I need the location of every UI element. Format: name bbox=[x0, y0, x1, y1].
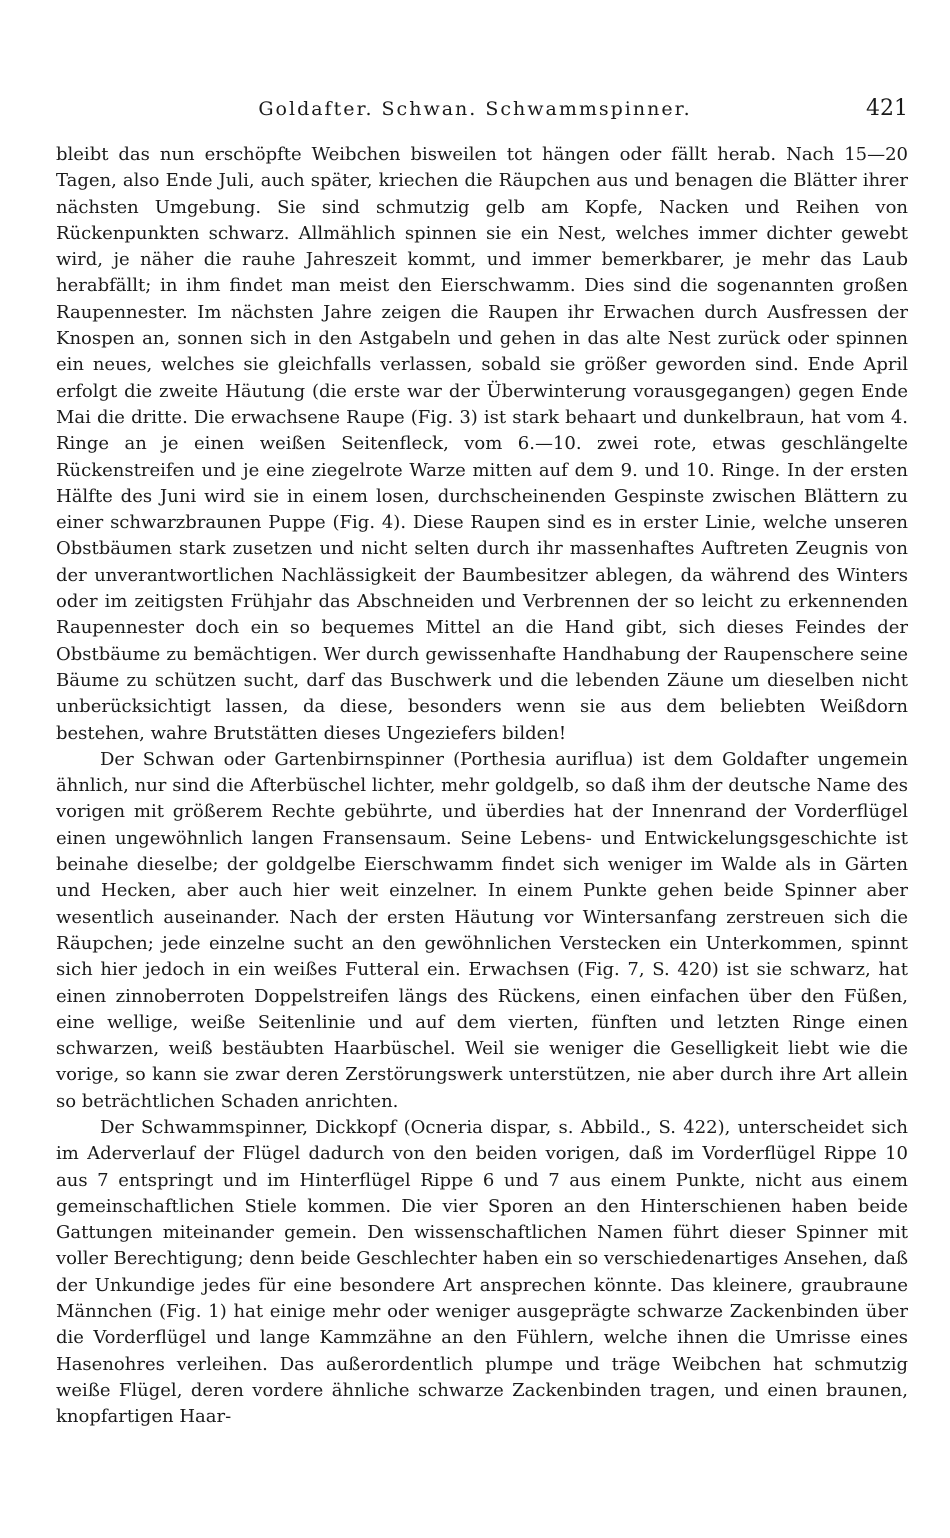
running-head bbox=[0, 92, 950, 126]
running-title: Goldafter. Schwan. Schwammspinner. bbox=[258, 98, 692, 120]
page-number: 421 bbox=[866, 96, 908, 121]
paragraph-goldafter-continued: bleibt das nun erschöpfte Weibchen bisweilen tot hängen oder fällt herab. Nach 15—20 Tagen, also Ende Juli, auch später, kriechen die Räupchen aus und benagen die Blätter ihrer nächsten Umgebung. Sie sind schmutzig gelb am Kopfe, Nacken und Reihen von Rückenpunkten schwarz. Allmählich spinnen sie ein Nest, welches immer dichter gewebt wird, je näher die rauhe Jahreszeit kommt, und immer bemerkbarer, je mehr das Laub herabfällt; in ihm findet man meist den Eierschwamm. Dies sind die sogenannten großen Raupennester. Im nächsten Jahre zeigen die Raupen ihr Erwachen durch Ausfressen der Knospen an, sonnen sich in den Astgabeln und gehen in das alte Nest zurück oder spinnen ein neues, welches sie gleichfalls verlassen, sobald sie größer geworden sind. Ende April erfolgt die zweite Häutung (die erste war der Überwinterung vorausgegangen) gegen Ende Mai die dritte. Die erwachsene Raupe (Fig. 3) ist stark behaart und dunkelbraun, hat vom 4. Ringe an je einen weißen Seitenfleck, vom 6.—10. zwei rote, etwas geschlängelte Rückenstreifen und je eine ziegelrote Warze mitten auf dem 9. und 10. Ringe. In der ersten Hälfte des Juni wird sie in einem losen, durchscheinenden Gespinste zwischen Blättern zu einer schwarzbraunen Puppe (Fig. 4). Diese Raupen sind es in erster Linie, welche unseren Obstbäumen stark zusetzen und nicht selten durch ihr massenhaftes Auftreten Zeugnis von der unverantwortlichen Nachlässigkeit der Baumbesitzer ablegen, da während des Winters oder im zeitigsten Frühjahr das Abschneiden und Verbrennen der so leicht zu erkennenden Raupennester doch ein so bequemes Mittel an die Hand gibt, sich dieses Feindes der Obstbäume zu bemächtigen. Wer durch gewissenhafte Handhabung der Raupenschere seine Bäume zu schützen sucht, darf das Buschwerk und die lebenden Zäune um dieselben nicht unberücksichtigt lassen, da diese, besonders wenn sie aus dem beliebten Weißdorn bestehen, wahre Brutstätten dieses Ungeziefers bilden! bbox=[56, 144, 908, 744]
paragraph-schwammspinner: Der Schwammspinner, Dickkopf (Ocneria dispar, s. Abbild., S. 422), unterscheidet sich im Aderverlauf der Flügel dadurch von den beiden vorigen, daß im Vorderflügel Rippe 10 aus 7 entspringt und im Hinterflügel Rippe 6 und 7 aus einem Punkte, nicht aus einem gemeinschaftlichen Stiele kommen. Die vier Sporen an den Hinterschienen haben beide Gattungen miteinander gemein. Den wissenschaftlichen Namen führt dieser Spinner mit voller Berechtigung; denn beide Geschlechter haben ein so verschiedenartiges Ansehen, daß der Unkundige jedes für eine besondere Art ansprechen könnte. Das kleinere, graubraune Männchen (Fig. 1) hat einige mehr oder weniger ausgeprägte schwarze Zackenbinden über die Vorderflügel und lange Kammzähne an den Fühlern, welche ihnen die Umrisse eines Hasenohres verleihen. Das außerordentlich plumpe und träge Weibchen hat schmutzig weiße Flügel, deren vordere ähnliche schwarze Zackenbinden tragen, und einen braunen, knopfartigen Haar- bbox=[56, 1116, 908, 1428]
paragraph-schwan: Der Schwan oder Gartenbirnspinner (Porthesia auriflua) ist dem Goldafter ungemein ähnlich, nur sind die Afterbüschel lichter, mehr goldgelb, so daß ihm der deutsche Name des vorigen mit größerem Rechte gebührte, und überdies hat der Innenrand der Vorderflügel einen ungewöhnlich langen Fransensaum. Seine Lebens- und Entwickelungsgeschichte ist beinahe dieselbe; der goldgelbe Eierschwamm findet sich weniger im Walde als in Gärten und Hecken, aber auch hier weit einzelner. In einem Punkte gehen beide Spinner aber wesentlich auseinander. Nach der ersten Häutung vor Wintersanfang zerstreuen sich die Räupchen; jede einzelne sucht an den gewöhnlichen Verstecken ein Unterkommen, spinnt sich hier jedoch in ein weißes Futteral ein. Erwachsen (Fig. 7, S. 420) ist sie schwarz, hat einen zinnoberroten Doppelstreifen längs des Rückens, einen einfachen über den Füßen, eine wellige, weiße Seitenlinie und auf dem vierten, fünften und letzten Ringe einen schwarzen, weiß bestäubten Haarbüschel. Weil sie weniger die Geselligkeit liebt wie die vorige, so kann sie zwar deren Zerstörungswerk unterstützen, nie aber durch ihre Art allein so beträchtlichen Schaden anrichten. bbox=[56, 748, 908, 1112]
body-text bbox=[56, 142, 908, 1431]
